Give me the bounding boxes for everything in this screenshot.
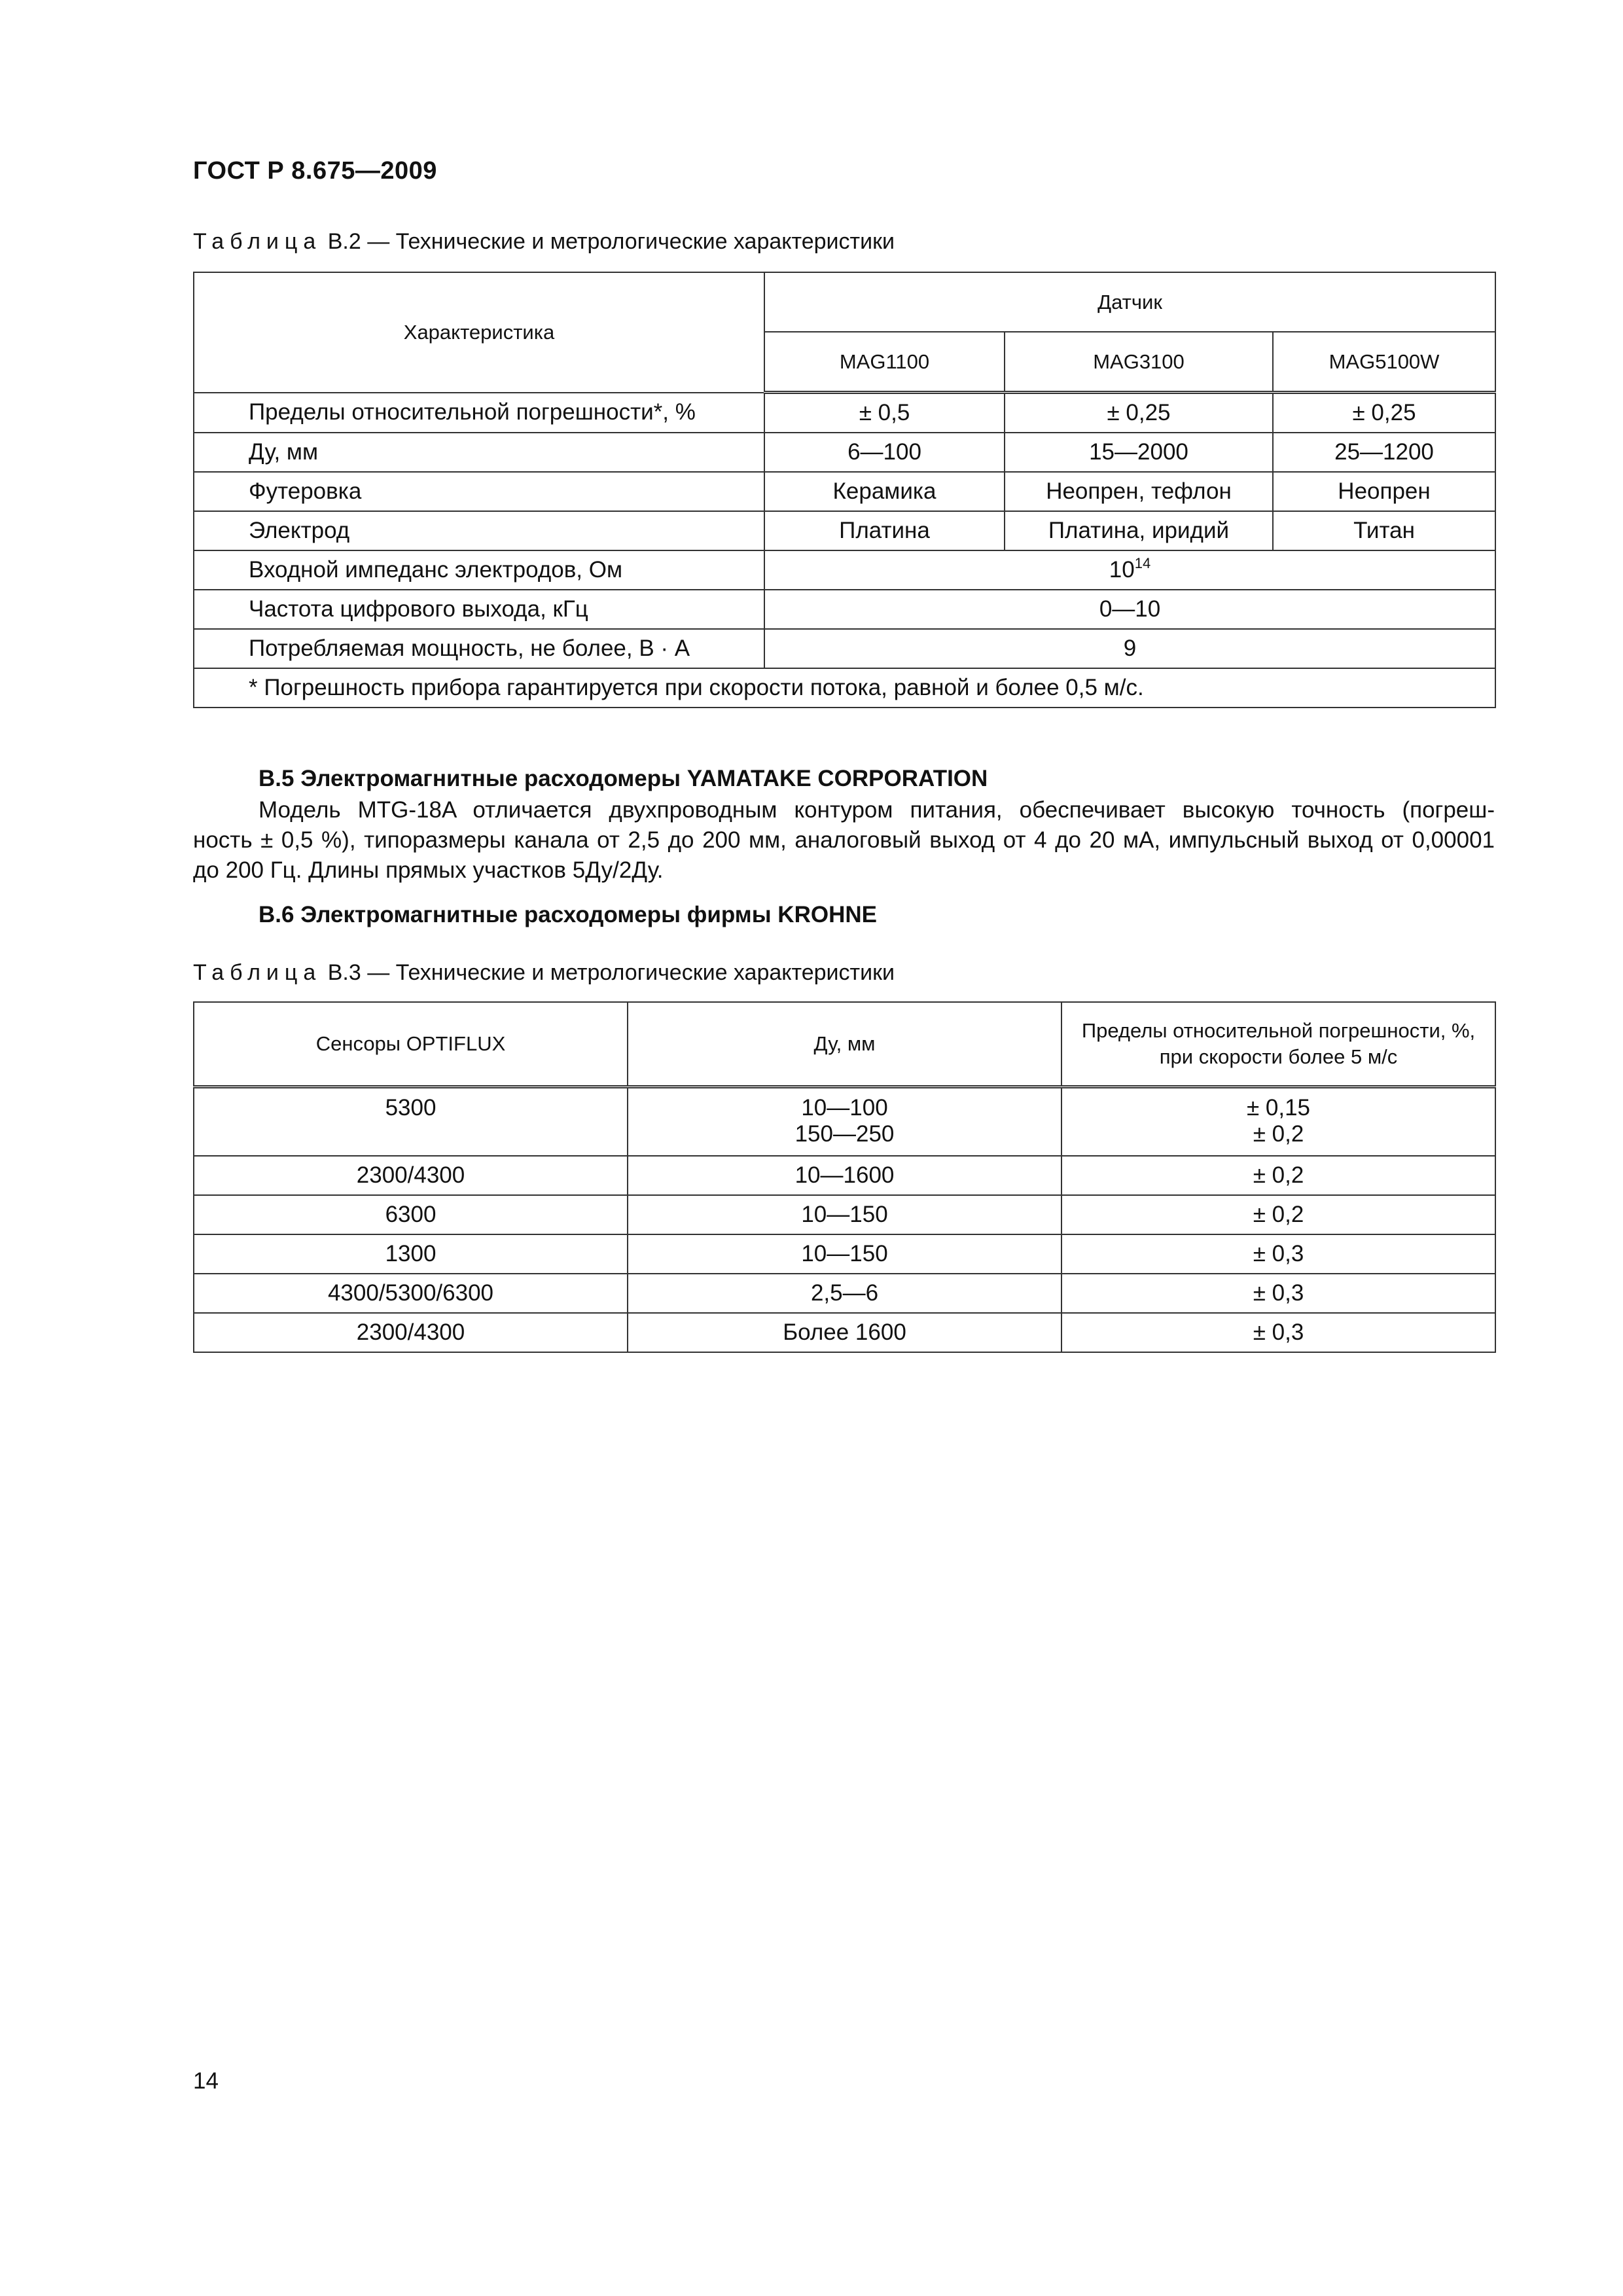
table-b2-caption bbox=[193, 229, 895, 255]
paragraph-line: ность ± 0,5 %), типоразмеры канала от 2,5 до 200 мм, аналоговый выход от 4 до 20 мА, импульсный выход от 0,00001 bbox=[193, 827, 1495, 853]
table-cell: Керамика bbox=[764, 472, 1005, 511]
table-cell bbox=[628, 1087, 1061, 1157]
table-row bbox=[194, 550, 1495, 590]
table-row bbox=[194, 629, 1495, 668]
table-cell: ± 0,3 bbox=[1061, 1313, 1495, 1352]
section-b5-heading: В.5 Электромагнитные расходомеры YAMATAKE CORPORATION bbox=[259, 766, 988, 791]
table-cell: ± 0,25 bbox=[1005, 393, 1273, 433]
table-b2-header-sensor: Датчик bbox=[764, 272, 1495, 332]
impedance-base: 10 bbox=[1109, 557, 1135, 583]
table-cell-line: ± 0,15 bbox=[1246, 1095, 1311, 1121]
table-row bbox=[194, 472, 1495, 511]
table-row bbox=[194, 1234, 1495, 1274]
table-b2 bbox=[193, 272, 1496, 708]
table-cell-label: Потребляемая мощность, не более, В · А bbox=[194, 629, 764, 668]
table-b2-header-characteristic: Характеристика bbox=[194, 272, 764, 393]
table-row bbox=[194, 393, 1495, 433]
table-cell: ± 0,3 bbox=[1061, 1274, 1495, 1313]
document-header: ГОСТ Р 8.675—2009 bbox=[193, 157, 437, 185]
table-cell: Титан bbox=[1273, 511, 1495, 550]
table-b3-header-error-limits: Пределы относительной погрешности, %, при скорости более 5 м/с bbox=[1061, 1002, 1495, 1087]
table-b2-footnote: * Погрешность прибора гарантируется при скорости потока, равной и более 0,5 м/с. bbox=[194, 668, 1495, 708]
table-row bbox=[194, 433, 1495, 472]
table-cell: 10—150 bbox=[628, 1195, 1061, 1234]
table-b3-header-du: Ду, мм bbox=[628, 1002, 1061, 1087]
paragraph-line: до 200 Гц. Длины прямых участков 5Ду/2Ду. bbox=[193, 857, 664, 883]
table-cell: 10—1600 bbox=[628, 1156, 1061, 1195]
section-b6-heading: В.6 Электромагнитные расходомеры фирмы KROHNE bbox=[259, 902, 877, 927]
table-cell-label: Входной импеданс электродов, Ом bbox=[194, 550, 764, 590]
table-cell: Неопрен bbox=[1273, 472, 1495, 511]
table-cell-merged: 0—10 bbox=[764, 590, 1495, 629]
table-cell-label: Пределы относительной погрешности*, % bbox=[194, 393, 764, 433]
table-cell: ± 0,25 bbox=[1273, 393, 1495, 433]
table-row bbox=[194, 1274, 1495, 1313]
table-cell: Платина, иридий bbox=[1005, 511, 1273, 550]
table-cell: ± 0,2 bbox=[1061, 1156, 1495, 1195]
table-cell-label: Футеровка bbox=[194, 472, 764, 511]
table-cell-label: Ду, мм bbox=[194, 433, 764, 472]
table-cell-line: ± 0,2 bbox=[1253, 1121, 1304, 1147]
table-cell: 1300 bbox=[194, 1234, 628, 1274]
table-cell: Более 1600 bbox=[628, 1313, 1061, 1352]
table-cell: Платина bbox=[764, 511, 1005, 550]
table-cell-line: 10—100 bbox=[801, 1095, 888, 1121]
table-cell-line: 150—250 bbox=[794, 1121, 895, 1147]
table-row bbox=[194, 511, 1495, 550]
table-cell: ± 0,3 bbox=[1061, 1234, 1495, 1274]
table-cell bbox=[1061, 1087, 1495, 1157]
table-cell: 15—2000 bbox=[1005, 433, 1273, 472]
table-b3 bbox=[193, 1001, 1496, 1353]
page-number: 14 bbox=[193, 2068, 219, 2094]
table-b3-caption-text: В.3 — Технические и метрологические характеристики bbox=[321, 960, 895, 985]
table-cell: 6300 bbox=[194, 1195, 628, 1234]
impedance-exponent: 14 bbox=[1134, 555, 1151, 571]
table-cell-label: Частота цифрового выхода, кГц bbox=[194, 590, 764, 629]
table-cell: 4300/5300/6300 bbox=[194, 1274, 628, 1313]
table-cell: ± 0,2 bbox=[1061, 1195, 1495, 1234]
table-row bbox=[194, 1313, 1495, 1352]
table-b2-header-model: MAG1100 bbox=[764, 332, 1005, 393]
table-cell: 25—1200 bbox=[1273, 433, 1495, 472]
table-cell-label: Электрод bbox=[194, 511, 764, 550]
table-row bbox=[194, 1087, 1495, 1157]
paragraph-line: Модель MTG-18A отличается двухпроводным контуром питания, обеспечивает высокую точность (погреш- bbox=[259, 797, 1495, 823]
table-cell-merged bbox=[764, 550, 1495, 590]
table-cell: 10—150 bbox=[628, 1234, 1061, 1274]
table-cell: Неопрен, тефлон bbox=[1005, 472, 1273, 511]
table-cell: 2300/4300 bbox=[194, 1313, 628, 1352]
table-cell-merged: 9 bbox=[764, 629, 1495, 668]
table-cell: ± 0,5 bbox=[764, 393, 1005, 433]
table-row bbox=[194, 1156, 1495, 1195]
table-cell: 2,5—6 bbox=[628, 1274, 1061, 1313]
table-b2-header-model: MAG3100 bbox=[1005, 332, 1273, 393]
table-b3-caption-word: Таблица bbox=[193, 960, 322, 985]
table-cell: 5300 bbox=[194, 1087, 628, 1157]
table-cell: 6—100 bbox=[764, 433, 1005, 472]
table-b2-header-model: MAG5100W bbox=[1273, 332, 1495, 393]
table-b2-caption-word: Таблица bbox=[193, 229, 322, 254]
table-b2-caption-text: В.2 — Технические и метрологические характеристики bbox=[321, 229, 895, 254]
table-b3-header-sensors: Сенсоры OPTIFLUX bbox=[194, 1002, 628, 1087]
table-row bbox=[194, 1195, 1495, 1234]
table-cell: 2300/4300 bbox=[194, 1156, 628, 1195]
section-b5-paragraph bbox=[193, 795, 1495, 886]
table-row bbox=[194, 590, 1495, 629]
table-b3-caption bbox=[193, 960, 895, 986]
